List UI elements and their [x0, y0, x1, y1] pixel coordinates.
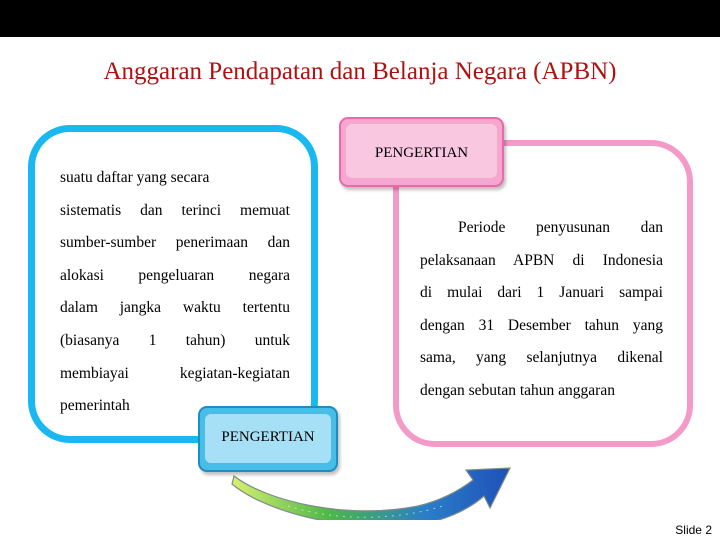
text-line: suatu daftar yang secara [60, 169, 210, 186]
text-line: pemerintah [60, 397, 130, 415]
text-line: Periode penyusunan dan [458, 219, 663, 236]
slide-number: Slide 2 [675, 523, 712, 537]
slide-title: Anggaran Pendapatan dan Belanja Negara (APBN) [103, 58, 617, 85]
text-line: sistematis dan terinci memuat [60, 201, 290, 219]
top-black-bar [0, 0, 720, 37]
text-line: alokasi pengeluaran negara [60, 266, 290, 284]
arrow-shape [232, 468, 510, 520]
text-line: dengan sebutan tahun anggaran [420, 381, 615, 399]
right-period-text [420, 212, 663, 408]
text-line: dengan 31 Desember tahun yang [420, 316, 663, 334]
text-line: pelaksanaan APBN di Indonesia [420, 251, 663, 269]
text-line: sama, yang selanjutnya dikenal [420, 349, 663, 367]
text-line: dalam jangka waktu tertentu [60, 299, 290, 317]
pengertian-label-top-text: PENGERTIAN [374, 145, 469, 161]
text-line: di mulai dari 1 Januari sampai [420, 284, 663, 302]
left-definition-text [60, 162, 290, 423]
text-line: (biasanya 1 tahun) untuk [60, 331, 290, 349]
pengertian-label-bottom-text: PENGERTIAN [221, 429, 315, 445]
text-line: sumber-sumber penerimaan dan [60, 234, 290, 252]
text-line: membiayai kegiatan-kegiatan [60, 364, 290, 382]
